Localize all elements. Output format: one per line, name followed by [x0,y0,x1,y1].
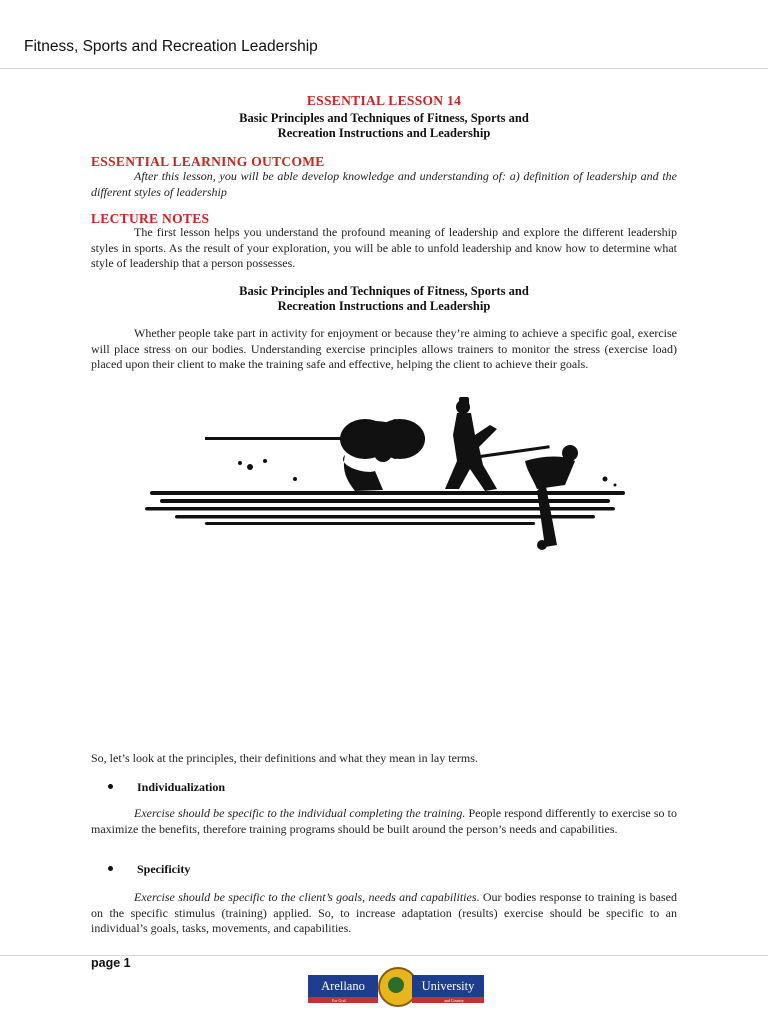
lesson-subtitle-line2: Recreation Instructions and Leadership [277,126,491,140]
specificity-text [91,890,677,937]
lesson-title: ESSENTIAL LESSON 14 [306,93,462,108]
bullet-icon [108,784,113,789]
outcome-text [91,169,677,200]
lecture-notes-heading: LECTURE NOTES [91,211,210,226]
principles-intro [91,751,677,767]
section-title-line2: Recreation Instructions and Leadership [277,299,491,313]
logo-right-text: University [412,975,484,997]
lecture-notes-text [91,225,677,272]
principle-definition: Exercise should be specific to the client’s goals, needs and capabilities [134,890,477,904]
principle-explanation: . Our bodies response to training is based on the specific stimulus (training) applied. So, to increase adaptation (results) exercise should be specific to an individual’s goals, tasks, movements, and capabilities. [91,890,677,935]
logo-tag-left: For God [332,998,346,1003]
principle-definition: Exercise should be specific to the individual completing the training. [134,806,466,820]
arellano-university-logo [308,975,484,1003]
sports-silhouette-illustration [145,395,630,555]
bullet-icon [108,866,113,871]
page-number: page 1 [91,956,131,970]
outcome-paragraph: After this lesson, you will be able develop knowledge and understanding of: a) definition of leadership and the different styles of leadership [91,169,677,199]
section-intro-paragraph: Whether people take part in activity for enjoyment or because they’re aiming to achieve a specific goal, exercise will place stress on our bodies. Understanding exercise principles allows trainers to monitor the stress (exercise load) placed upon their client to make the training safe and effective, helping the client to achieve their goals. [91,326,677,371]
header-divider [0,68,768,69]
lesson-subtitle-line1: Basic Principles and Techniques of Fitness, Sports and [239,111,529,125]
section-intro [91,326,677,373]
individualization-text [91,806,677,837]
individualization-paragraph [91,806,677,837]
lecture-paragraph: The first lesson helps you understand the profound meaning of leadership and explore the different leadership styles in sports. As the result of your exploration, you will be able to unfold leadership and know how to determine what style of leadership that a person possesses. [91,225,677,270]
section-title-line1: Basic Principles and Techniques of Fitness, Sports and [239,284,529,298]
principle-explanation: People respond differently to exercise so to maximize the benefits, therefore training programs should be built around the person’s needs and capabilities. [91,806,677,836]
outcome-heading: ESSENTIAL LEARNING OUTCOME [91,154,325,169]
principle-name: Specificity [137,862,191,876]
document-header-title: Fitness, Sports and Recreation Leadership [24,38,318,55]
logo-tag-right: and Country [444,998,464,1003]
specificity-paragraph [91,890,677,937]
logo-left-text: Arellano [308,975,378,997]
principle-name: Individualization [137,780,226,794]
principles-intro-paragraph: So, let’s look at the principles, their definitions and what they mean in lay terms. [91,751,478,765]
